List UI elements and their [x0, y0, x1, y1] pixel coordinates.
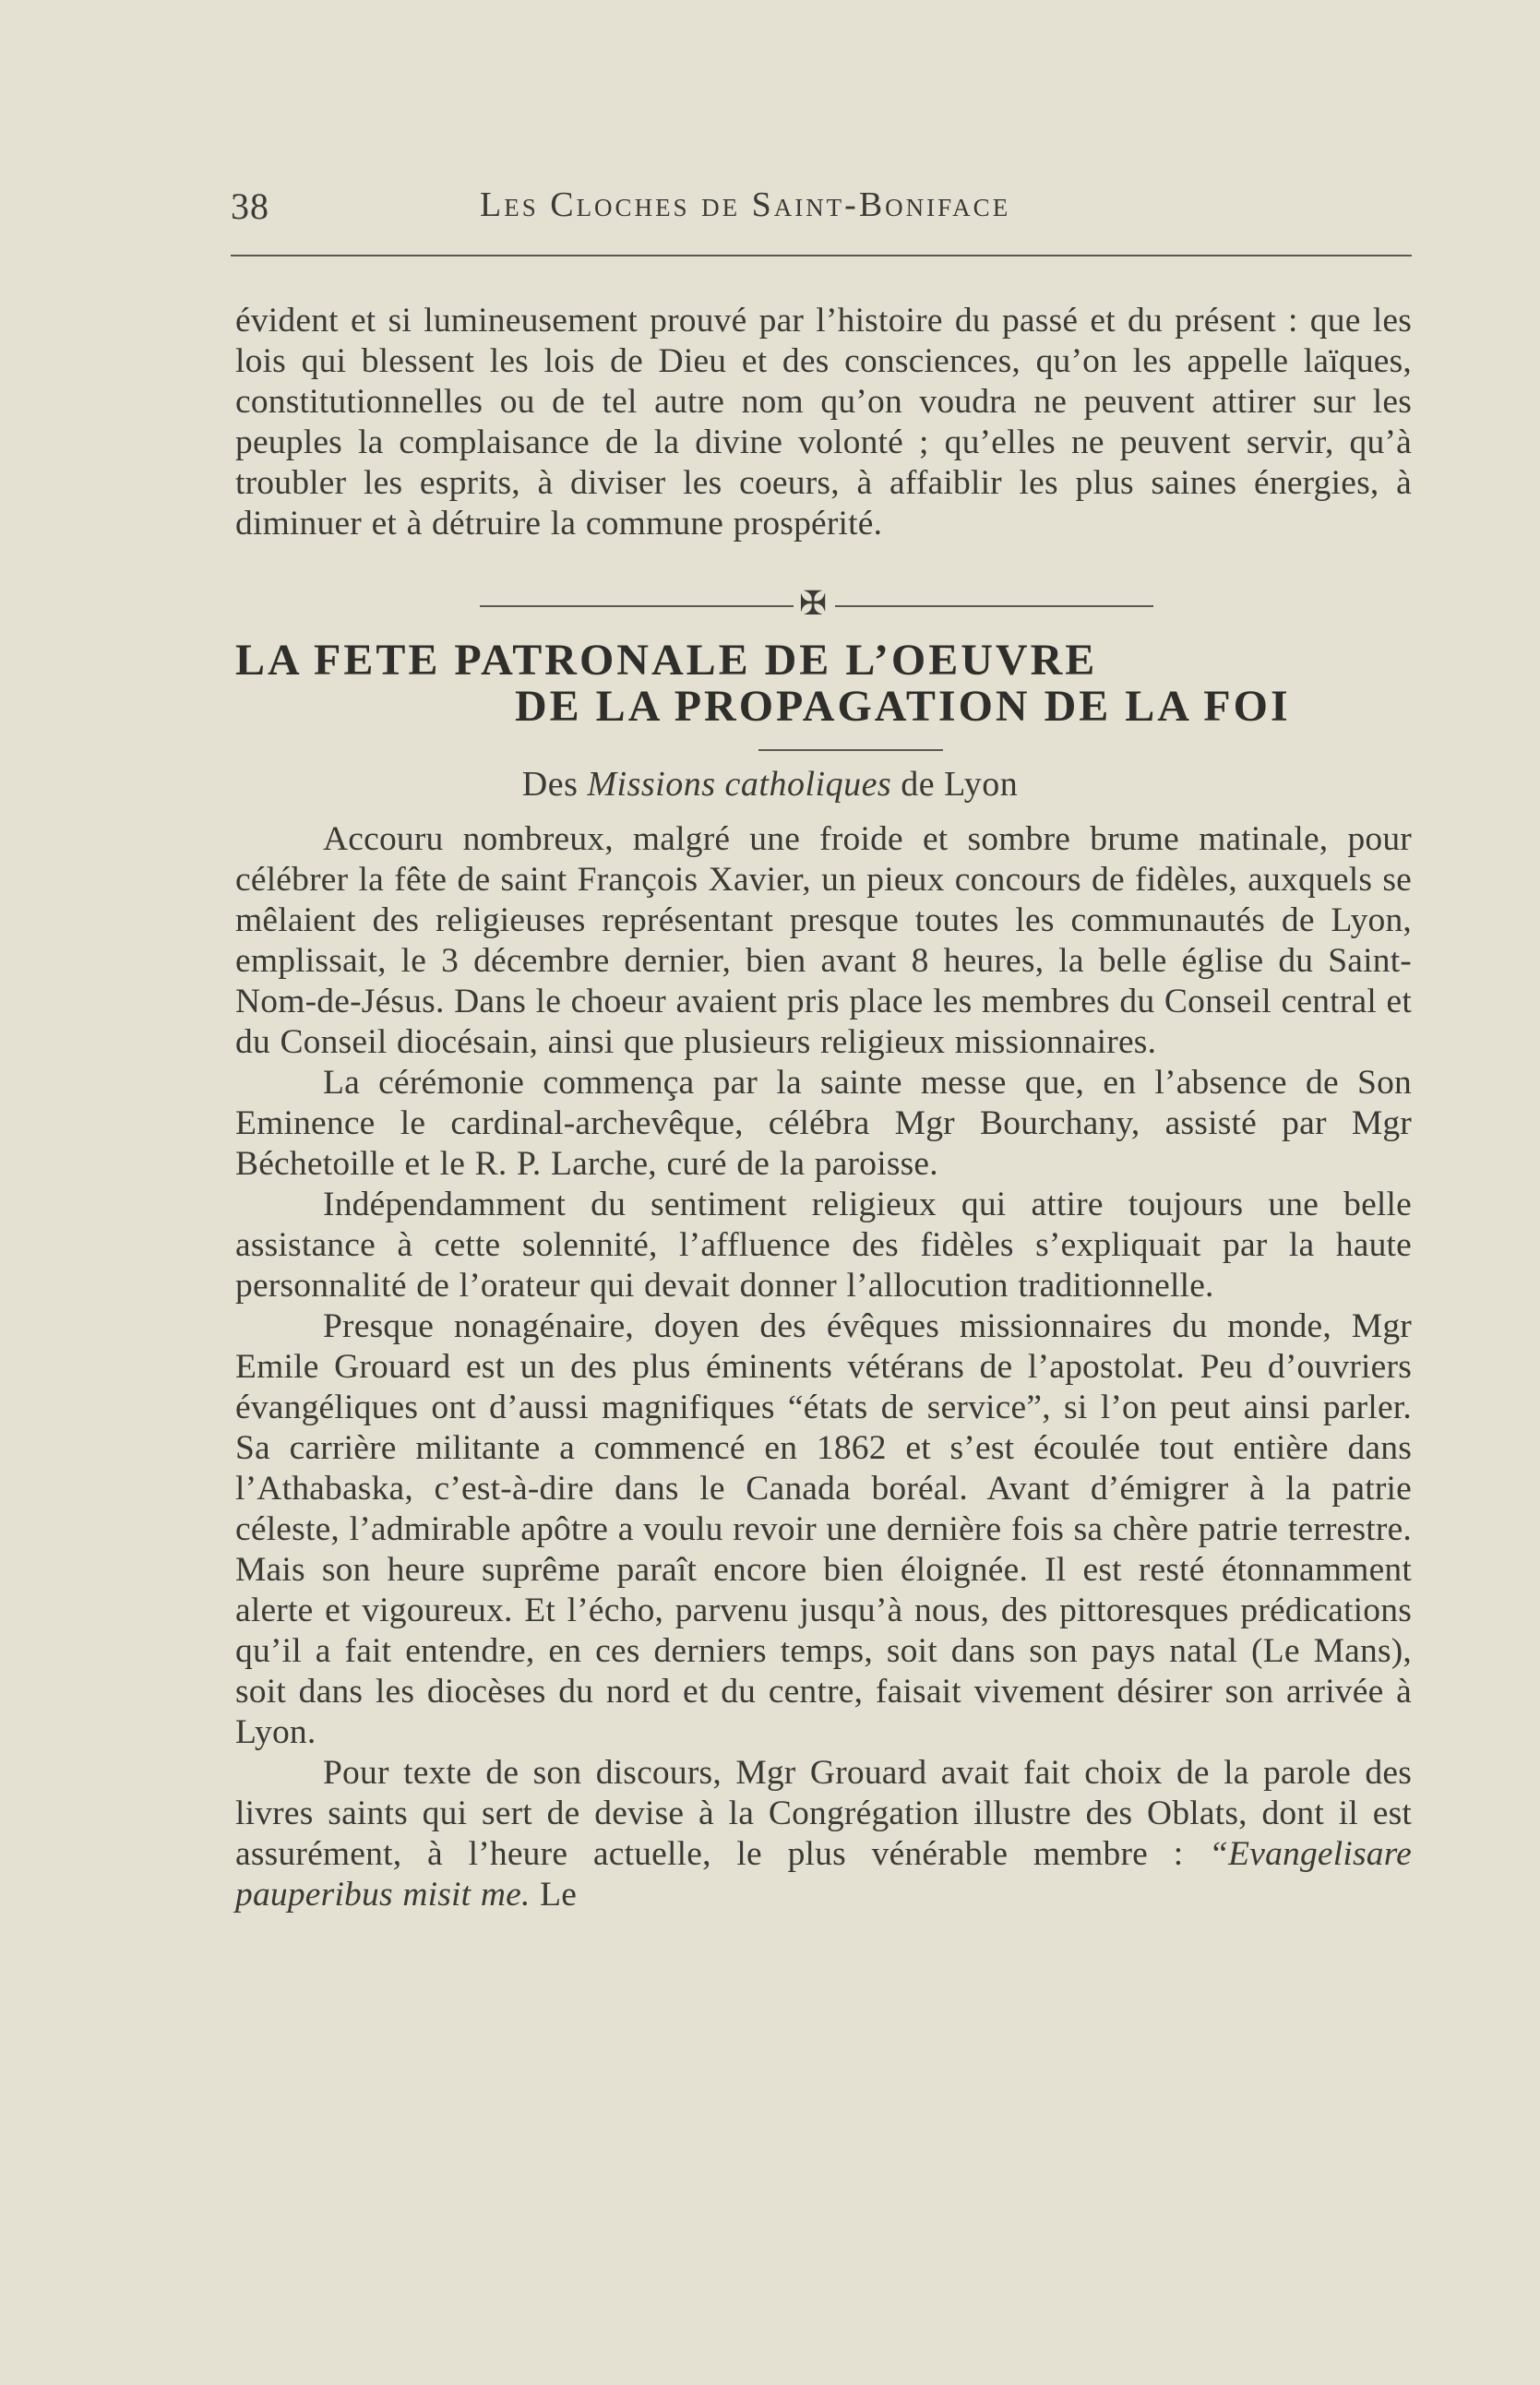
- body-paragraph: Presque nonagénaire, doyen des évêques missionnaires du monde, Mgr Emile Grouard est un des plus éminents vétérans de l’apostolat. Peu d’ouvriers évangéliques ont d’aussi magnifiques “états de service”, si l’on peut ainsi parler. Sa carrière militante a commencé en 1862 et s’est écoulée tout entière dans l’Athabaska, c’est-à-dire dans le Canada boréal. Avant d’émigrer à la patrie céleste, l’admirable apôtre a voulu revoir une dernière fois sa chère patrie terrestre. Mais son heure suprême paraît encore bien éloignée. Il est resté étonnamment alerte et vigoureux. Et l’écho, parvenu jusqu’à nous, des pittoresques prédications qu’il a fait entendre, en ces derniers temps, soit dans son pays natal (Le Mans), soit dans les diocèses du nord et du centre, faisait vivement désirer son arrivée à Lyon.: [235, 1307, 1412, 1751]
- last-paragraph-end: Le: [540, 1876, 578, 1914]
- article-body: [235, 819, 1412, 1915]
- source-prefix: Des: [521, 765, 579, 804]
- running-head: [231, 185, 1412, 240]
- last-paragraph-start: Pour texte de son discours, Mgr Grouard avait fait choix de la parole des livres saints qui sert de devise à la Congrégation illustre des Oblats, dont il est assurément, à l’heure actuelle, le plus vénérable membre :: [235, 1754, 1412, 1873]
- latin-quote: “Evangelisare pauperibus misit me.: [235, 1835, 1413, 1914]
- page-number: 38: [231, 185, 269, 227]
- body-paragraph-last: [235, 1753, 1412, 1915]
- journal-title: Les Cloches de Saint-Boniface: [480, 185, 1011, 224]
- cross-ornament-icon: ✠: [799, 585, 828, 622]
- article-headline-line-2: DE LA PROPAGATION DE LA FOI: [515, 682, 1291, 731]
- body-paragraph: La cérémonie commença par la sainte messe que, en l’absence de Son Eminence le cardinal-archevêque, célébra Mgr Bourchany, assisté par Mgr Béchetoille et le R. P. Larche, curé de la paroisse.: [235, 1064, 1412, 1183]
- intro-paragraph: [235, 301, 1412, 544]
- article-source: [0, 764, 1540, 805]
- body-paragraph: Accouru nombreux, malgré une froide et sombre brume matinale, pour célébrer la fête de saint François Xavier, un pieux concours de fidèles, auxquels se mêlaient des religieuses représentant presque toutes les communautés de Lyon, emplissait, le 3 décembre dernier, bien avant 8 heures, la belle église du Saint-Nom-de-Jésus. Dans le choeur avaient pris place les membres du Conseil central et du Conseil diocésain, ainsi que plusieurs religieux missionnaires.: [235, 820, 1412, 1061]
- section-divider: [0, 585, 1540, 622]
- article-headline-line-1: LA FETE PATRONALE DE L’OEUVRE: [235, 636, 1098, 685]
- intro-paragraph-text: évident et si lumineusement prouvé par l’histoire du passé et du présent : que les lois qui blessent les lois de Dieu et des consciences, qu’on les appelle laïques, constitutionnelles ou de tel autre nom qu’on voudra ne peuvent attirer sur les peuples la complaisance de la divine volonté ; qu’elles ne peuvent servir, qu’à troubler les esprits, à diviser les coeurs, à affaiblir les plus saines énergies, à diminuer et à détruire la commune prospérité.: [235, 302, 1412, 543]
- divider-line-right: [835, 605, 1153, 607]
- headline-rule: [758, 749, 943, 751]
- divider-line-left: [480, 605, 794, 607]
- body-paragraph: Indépendamment du sentiment religieux qui attire toujours une belle assistance à cette solennité, l’affluence des fidèles s’expliquait par la haute personnalité de l’orateur qui devait donner l’allocution traditionnelle.: [235, 1186, 1412, 1305]
- source-suffix: de Lyon: [901, 765, 1019, 804]
- source-publication: Missions catholiques: [587, 765, 892, 804]
- header-rule: [231, 255, 1412, 256]
